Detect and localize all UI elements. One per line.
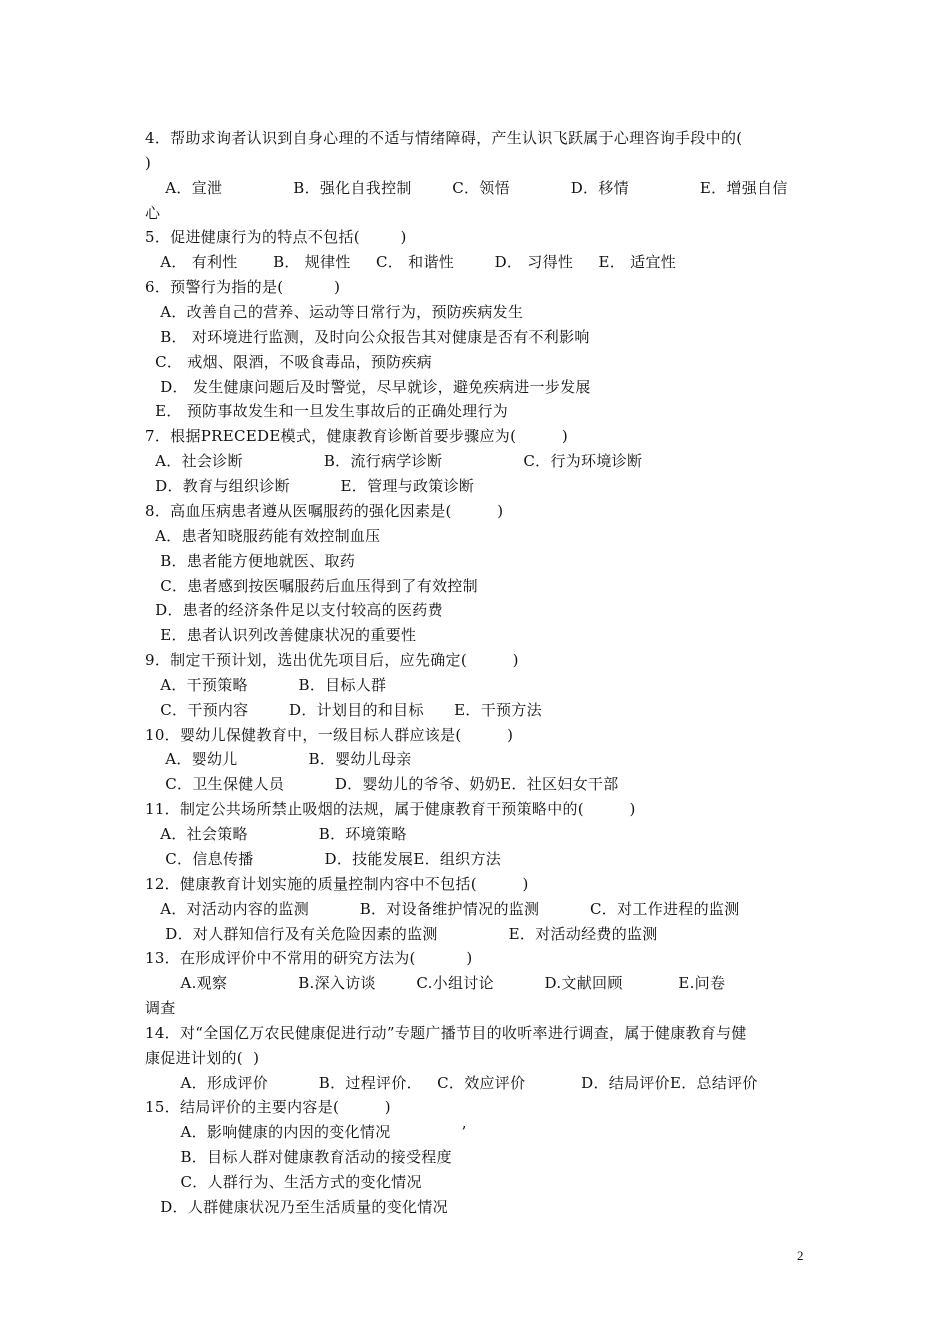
question-4-options: A．宣泄 B．强化自我控制 C．领悟 D．移情 E．增强自信 <box>145 179 788 197</box>
question-14-options: A．形成评价 B．过程评价． C．效应评价 D．结局评价E．总结评价 <box>145 1074 758 1092</box>
question-15-option-b: B．目标人群对健康教育活动的接受程度 <box>145 1148 452 1166</box>
question-9-options-row2: C．干预内容 D．计划目的和目标 E．干预方法 <box>145 701 542 719</box>
question-6-option-e: E． 预防事故发生和一旦发生事故后的正确处理行为 <box>145 402 509 420</box>
question-12-options-row2: D．对人群知信行及有关危险因素的监测 E．对活动经费的监测 <box>145 925 658 943</box>
question-11-options-row1: A．社会策略 B．环境策略 <box>145 825 407 843</box>
question-6-text: 6．预警行为指的是( ) <box>145 278 341 296</box>
page-number: 2 <box>797 1248 804 1263</box>
question-7-options-row2: D．教育与组织诊断 E．管理与政策诊断 <box>145 477 475 495</box>
question-10-text: 10．婴幼儿保健教育中，一级目标人群应该是( ) <box>145 726 514 744</box>
question-11-options-row2: C．信息传播 D．技能发展E．组织方法 <box>145 850 502 868</box>
question-4-text-cont: ) <box>145 154 152 172</box>
question-12-text: 12．健康教育计划实施的质量控制内容中不包括( ) <box>145 875 529 893</box>
question-11-text: 11．制定公共场所禁止吸烟的法规，属于健康教育干预策略中的( ) <box>145 800 636 818</box>
question-15-option-c: C．人群行为、生活方式的变化情况 <box>145 1173 422 1191</box>
question-6-option-d: D． 发生健康问题后及时警觉，尽早就诊，避免疾病进一步发展 <box>145 378 591 396</box>
question-8-option-a: A．患者知晓服药能有效控制血压 <box>145 527 381 545</box>
question-13-text: 13．在形成评价中不常用的研究方法为( ) <box>145 949 473 967</box>
question-5-options: A． 有利性 B． 规律性 C． 和谐性 D． 习得性 E． 适宜性 <box>145 253 677 271</box>
question-7-options-row1: A．社会诊断 B．流行病学诊断 C．行为环境诊断 <box>145 452 643 470</box>
question-13-options-cont: 调查 <box>145 999 176 1017</box>
question-15-option-d: D．人群健康状况乃至生活质量的变化情况 <box>145 1198 448 1216</box>
question-8-text: 8．高血压病患者遵从医嘱服药的强化因素是( ) <box>145 502 504 520</box>
question-15-option-a: A．影响健康的内因的变化情况 ’ <box>145 1123 467 1141</box>
question-6-option-c: C． 戒烟、限酒，不吸食毒品，预防疾病 <box>145 353 433 371</box>
question-4-options-cont: 心 <box>145 204 161 222</box>
question-10-options-row2: C．卫生保健人员 D．婴幼儿的爷爷、奶奶E．社区妇女干部 <box>145 775 619 793</box>
question-8-option-d: D．患者的经济条件足以支付较高的医药费 <box>145 601 443 619</box>
question-9-options-row1: A．干预策略 B．目标人群 <box>145 676 387 694</box>
question-8-option-e: E．患者认识列改善健康状况的重要性 <box>145 626 417 644</box>
question-13-options: A.观察 B.深入访谈 C.小组讨论 D.文献回顾 E.问卷 <box>145 974 726 992</box>
question-9-text: 9．制定干预计划，选出优先项目后，应先确定( ) <box>145 651 519 669</box>
question-14-text: 14．对“全国亿万农民健康促进行动”专题广播节目的收听率进行调查，属于健康教育与健 <box>145 1024 747 1042</box>
question-10-options-row1: A．婴幼儿 B．婴幼儿母亲 <box>145 750 412 768</box>
question-15-text: 15．结局评价的主要内容是( ) <box>145 1098 391 1116</box>
question-6-option-b: B． 对环境进行监测，及时向公众报告其对健康是否有不利影响 <box>145 328 590 346</box>
question-12-options-row1: A．对活动内容的监测 B．对设备维护情况的监测 C．对工作进程的监测 <box>145 900 740 918</box>
question-5-text: 5．促进健康行为的特点不包括( ) <box>145 228 407 246</box>
question-8-option-c: C．患者感到按医嘱服药后血压得到了有效控制 <box>145 577 478 595</box>
question-6-option-a: A．改善自己的营养、运动等日常行为，预防疾病发生 <box>145 303 524 321</box>
question-14-text-cont: 康促进计划的( ) <box>145 1049 260 1067</box>
question-8-option-b: B．患者能方便地就医、取药 <box>145 552 356 570</box>
question-7-text: 7．根据PRECEDE模式，健康教育诊断首要步骤应为( ) <box>145 427 569 445</box>
question-4-text: 4．帮助求询者认识到自身心理的不适与情绪障碍，产生认识飞跃属于心理咨询手段中的( <box>145 129 743 147</box>
